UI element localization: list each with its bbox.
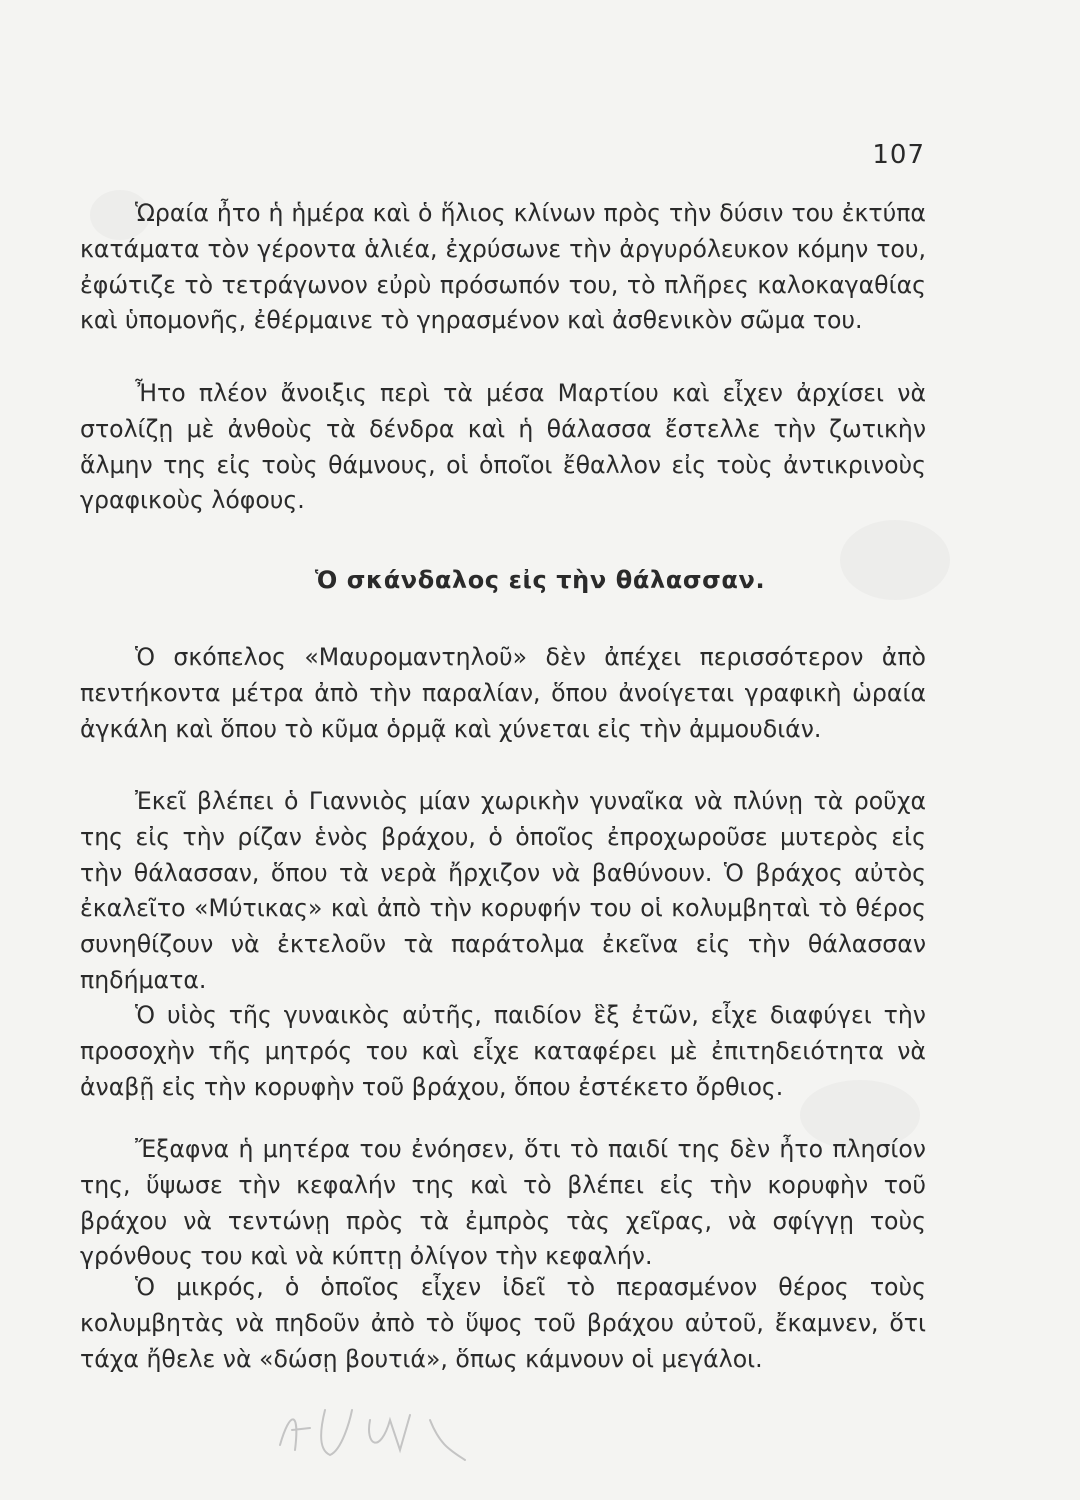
page-number: 107 — [872, 140, 925, 170]
intro-paragraph-2: Ἦτο πλέον ἄνοιξις περὶ τὰ μέσα Μαρτίου καὶ εἶχεν ἀρχίσει νὰ στολίζῃ μὲ ἀνθοὺς τὰ δένδρα καὶ ἡ θάλασσα ἔστελλε τὴν ζωτικὴν ἅλμην της εἰς τοὺς θάμνους, οἱ ὁποῖοι ἔθαλλον εἰς τοὺς ἀντικρινοὺς γραφικοὺς λόφους. — [80, 379, 926, 515]
pencil-scribble — [270, 1390, 500, 1470]
section-paragraph-4: Ἔξαφνα ἡ μητέρα του ἐνόησεν, ὅτι τὸ παιδί της δὲν ἦτο πλησίον της, ὕψωσε τὴν κεφαλήν της καὶ τὸ βλέπει εἰς τὴν κορυφὴν τοῦ βράχου νὰ τεντώνῃ πρὸς τὰ ἐμπρὸς τὰς χεῖρας, νὰ σφίγγῃ τοὺς γρόνθους του καὶ νὰ κύπτῃ ὀλίγον τὴν κεφαλήν. — [80, 1135, 926, 1271]
section-paragraph-1: Ὁ σκόπελος «Μαυρομαντηλοῦ» δὲν ἀπέχει περισσότερον ἀπὸ πεντήκοντα μέτρα ἀπὸ τὴν παραλίαν, ὅπου ἀνοίγεται γραφικὴ ὡραία ἀγκάλη καὶ ὅπου τὸ κῦμα ὁρμᾷ καὶ χύνεται εἰς τὴν ἀμμουδιάν. — [80, 643, 926, 743]
section-paragraph-2: Ἐκεῖ βλέπει ὁ Γιαννιὸς μίαν χωρικὴν γυναῖκα νὰ πλύνῃ τὰ ροῦχα της εἰς τὴν ρίζαν ἑνὸς βράχου, ὁ ὁποῖος ἐπροχωροῦσε μυτερὸς εἰς τὴν θάλασσαν, ὅπου τὰ νερὰ ἤρχιζον νὰ βαθύνουν. Ὁ βράχος αὐτὸς ἐκαλεῖτο «Μύτικας» καὶ ἀπὸ τὴν κορυφήν του οἱ κολυμβηταὶ τὸ θέρος συνηθίζουν νὰ ἐκτελοῦν τὰ παράτολμα ἐκεῖνα εἰς τὴν θάλασσαν πηδήματα. — [80, 787, 926, 994]
section-paragraph-5: Ὁ μικρός, ὁ ὁποῖος εἶχεν ἰδεῖ τὸ περασμένον θέρος τοὺς κολυμβητὰς νὰ πηδοῦν ἀπὸ τὸ ὕψος τοῦ βράχου αὐτοῦ, ἔκαμνεν, ὅτι τάχα ἤθελε νὰ «δώσῃ βουτιά», ὅπως κάμνουν οἱ μεγάλοι. — [80, 1273, 926, 1373]
section-paragraph-3: Ὁ υἱὸς τῆς γυναικὸς αὐτῆς, παιδίον ἓξ ἐτῶν, εἶχε διαφύγει τὴν προσοχὴν τῆς μητρός του καὶ εἶχε καταφέρει μὲ ἐπιτηδειότητα νὰ ἀναβῇ εἰς τὴν κορυφὴν τοῦ βράχου, ὅπου ἐστέκετο ὄρθιος. — [80, 1001, 926, 1101]
section-heading: Ὁ σκάνδαλος εἰς τὴν θάλασσαν. — [314, 566, 766, 594]
intro-paragraph-1: Ὡραία ἦτο ἡ ἡμέρα καὶ ὁ ἥλιος κλίνων πρὸς τὴν δύσιν του ἐκτύπα κατάματα τὸν γέροντα ἁλιέα, ἐχρύσωνε τὴν ἀργυρόλευκον κόμην του, ἐφώτιζε τὸ τετράγωνον εὐρὺ πρόσωπόν του, τὸ πλῆρες καλοκαγαθίας καὶ ὑπομονῆς, ἐθέρμαινε τὸ γηρασμένον καὶ ἀσθενικὸν σῶμα του. — [80, 199, 926, 335]
